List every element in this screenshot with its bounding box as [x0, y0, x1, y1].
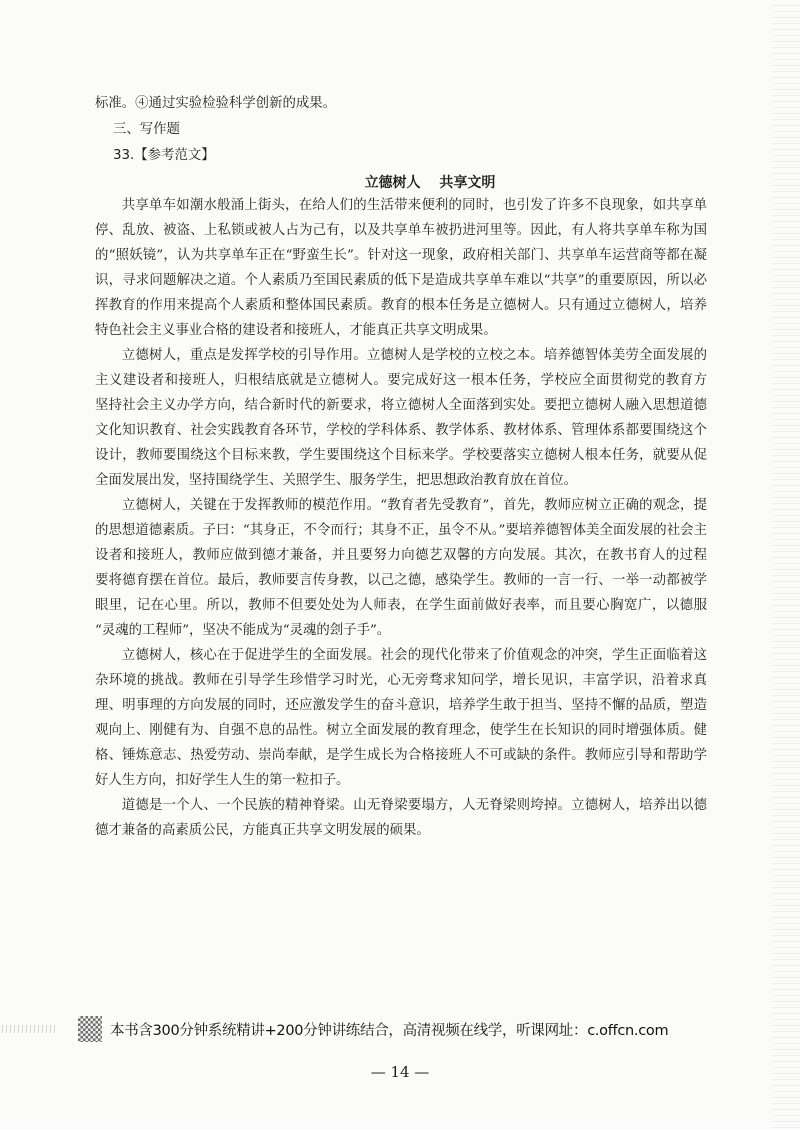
- essay-line: 停、乱放、被盗、上私锁或被人占为己有，以及共享单车被扔进河里等。因此，有人将共享单车称为国: [95, 223, 707, 238]
- essay-body: [95, 193, 707, 843]
- qr-code-icon[interactable]: [78, 1016, 102, 1042]
- essay-line: 理、明事理的方向发展的同时，还应激发学生的奋斗意识，培养学生敢于担当、坚持不懈的品质，塑造: [95, 698, 707, 713]
- essay-line: 文化知识教育、社会实践教育各环节，学校的学科体系、教学体系、教材体系、管理体系都要围绕这个: [95, 423, 707, 438]
- essay-line: 设者和接班人，教师应做到德才兼备，并且要努力向德艺双馨的方向发展。其次，在教书育人的过程: [95, 548, 707, 563]
- essay-line: 共享单车如潮水般涌上街头，在给人们的生活带来便利的同时，也引发了许多不良现象，如共享单: [121, 198, 707, 213]
- page-number: — 14 —: [370, 1063, 430, 1081]
- essay-line: 立德树人，重点是发挥学校的引导作用。立德树人是学校的立校之本。培养德智体美劳全面发展的: [121, 348, 707, 363]
- previous-answer-tail: 标准。④通过实验检验科学创新的成果。: [95, 96, 337, 111]
- essay-line: 的思想道德素质。子曰：“其身正，不令而行；其身不正，虽令不从。”要培养德智体美全面发展的社会主: [95, 523, 707, 538]
- essay-line: 杂环境的挑战。教师在引导学生珍惜学习时光，心无旁骛求知问学，增长见识，丰富学识，沿着求真: [95, 673, 707, 688]
- essay-title: 立德树人 共享文明: [364, 175, 496, 191]
- essay-line: 眼里，记在心里。所以，教师不但要处处为人师表，在学生面前做好表率，而且要心胸宽广，以德服: [95, 598, 707, 613]
- essay-line: 挥教育的作用来提高个人素质和整体国民素质。教育的根本任务是立德树人。只有通过立德树人，培养: [95, 298, 707, 313]
- essay-line: 全面发展出发，坚持围绕学生、关照学生、服务学生，把思想政治教育放在首位。: [95, 473, 578, 488]
- essay-line: 立德树人，核心在于促进学生的全面发展。社会的现代化带来了价值观念的冲突，学生正面临着这: [121, 648, 707, 663]
- essay-line: 道德是一个人、一个民族的精神脊梁。山无脊梁要塌方，人无脊梁则垮掉。立德树人，培养出以德: [121, 798, 707, 813]
- essay-line: 的“照妖镜”，认为共享单车正在“野蛮生长”。针对这一现象，政府相关部门、共享单车运营商等都在凝: [95, 248, 707, 263]
- footer-promo-text: 本书含300分钟系统精讲+200分钟讲练结合，高清视频在线学，听课网址：c.offcn.com: [110, 1022, 669, 1039]
- essay-paragraph: [95, 343, 707, 493]
- essay-line: 要将德育摆在首位。最后，教师要言传身教，以己之德，感染学生。教师的一言一行、一举一动都被学: [95, 573, 707, 588]
- essay-paragraph: [95, 193, 707, 343]
- essay-line: 设计，教师要围绕这个目标来教，学生要围绕这个目标来学。学校要落实立德树人根本任务，就要从促: [95, 448, 707, 463]
- footer-promo: [78, 1016, 668, 1042]
- essay-paragraph: [95, 643, 707, 793]
- essay-line: “灵魂的工程师”，坚决不能成为“灵魂的刽子手”。: [95, 623, 391, 638]
- essay-paragraph: [95, 493, 707, 643]
- essay-line: 主义建设者和接班人，归根结底就是立德树人。要完成好这一根本任务，学校应全面贯彻党的教育方: [95, 373, 707, 388]
- essay-line: 坚持社会主义办学方向，结合新时代的新要求，将立德树人全面落到实处。要把立德树人融入思想道德: [95, 398, 707, 413]
- essay-line: 好人生方向，扣好学生人生的第一粒扣子。: [95, 773, 350, 788]
- essay-line: 格、锤炼意志、热爱劳动、崇尚奉献，是学生成长为合格接班人不可或缺的条件。教师应引导和帮助学: [95, 748, 707, 763]
- scan-speckle: [2, 1025, 57, 1033]
- essay-line: 观向上、刚健有为、自强不息的品性。树立全面发展的教育理念，使学生在长知识的同时增强体质。健: [95, 723, 707, 738]
- essay-line: 立德树人，关键在于发挥教师的模范作用。“教育者先受教育”，首先，教师应树立正确的观念，提: [121, 498, 707, 513]
- essay-line: 特色社会主义事业合格的建设者和接班人，才能真正共享文明成果。: [95, 323, 497, 338]
- scan-edge-noise: [772, 0, 800, 1130]
- section-heading: 三、写作题: [113, 122, 180, 137]
- essay-line: 识，寻求问题解决之道。个人素质乃至国民素质的低下是造成共享单车难以“共享”的重要原因，所以必: [95, 273, 707, 288]
- question-label: 33.【参考范文】: [113, 148, 215, 163]
- essay-paragraph: [95, 793, 707, 843]
- essay-line: 德才兼备的高素质公民，方能真正共享文明发展的硕果。: [95, 823, 430, 838]
